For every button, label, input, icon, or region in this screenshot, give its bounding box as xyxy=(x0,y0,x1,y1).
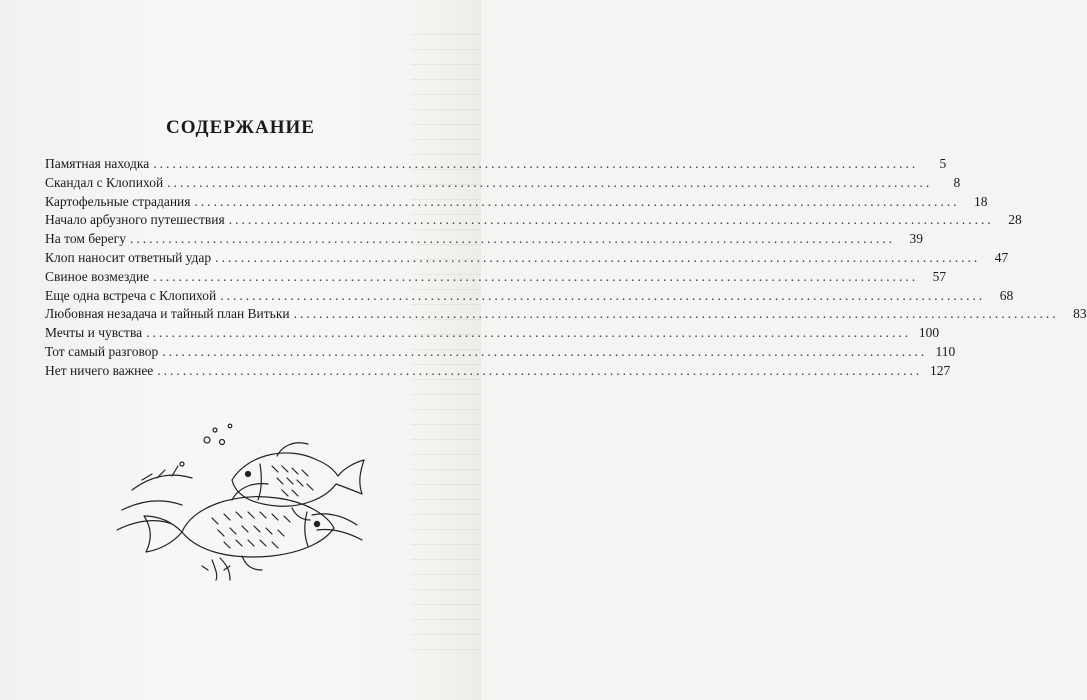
toc-leader-dots: ........................................................................................................................ xyxy=(215,249,981,265)
toc-leader-dots: ........................................................................................................................ xyxy=(153,268,919,284)
toc-leader-dots: ........................................................................................................................ xyxy=(146,325,912,341)
toc-entry-page: 100 xyxy=(918,325,940,341)
toc-entry-title: Тот самый разговор xyxy=(45,343,159,359)
toc-entry-page: 5 xyxy=(939,156,947,171)
toc-entry-title: Еще одна встреча с Клопихой xyxy=(45,287,217,303)
page-title: СОДЕРЖАНИЕ xyxy=(166,117,315,138)
fish-sketch-icon xyxy=(112,420,372,580)
toc-leader-dots: ........................................................................................................................ xyxy=(194,193,960,209)
toc-leader-dots: ........................................................................................................................ xyxy=(157,362,923,378)
toc-entry xyxy=(45,174,961,193)
toc-entry-title: Памятная находка xyxy=(45,156,150,171)
toc-entry-page: 28 xyxy=(1008,212,1022,228)
toc-leader-dots: ........................................................................................................................ xyxy=(167,174,933,190)
toc-entry xyxy=(45,343,956,362)
toc-entry-page: 110 xyxy=(935,343,956,359)
toc-leader-dots: ........................................................................................................................ xyxy=(153,156,919,171)
toc-entry-page: 57 xyxy=(932,268,947,284)
toc-entry-page: 18 xyxy=(973,193,988,209)
toc-entry-title: На том берегу xyxy=(45,231,126,247)
toc-leader-dots: ........................................................................................................................ xyxy=(162,343,928,359)
toc-entry xyxy=(45,268,947,287)
toc-entry xyxy=(45,211,1022,230)
toc-entry-page: 83 xyxy=(1073,306,1087,322)
toc-entry xyxy=(45,362,951,381)
toc-entry-title: Начало арбузного путешествия xyxy=(45,212,225,228)
toc-entry-page: 47 xyxy=(994,249,1009,265)
toc-leader-dots: ........................................................................................................................ xyxy=(293,306,1059,322)
toc-leader-dots: ........................................................................................................................ xyxy=(129,231,895,247)
toc-entry xyxy=(45,305,1087,324)
toc-entry xyxy=(45,287,1014,306)
toc-entry xyxy=(45,193,988,212)
toc-entry xyxy=(45,230,923,249)
toc-entry-title: Картофельные страдания xyxy=(45,193,191,209)
toc-entry-title: Нет ничего важнее xyxy=(45,362,154,378)
toc-entry-title: Клоп наносит ответный удар xyxy=(45,249,212,265)
toc-entry-title: Мечты и чувства xyxy=(45,325,143,341)
toc-entry-page: 127 xyxy=(930,362,951,378)
toc-entry-page: 8 xyxy=(953,174,961,190)
toc-leader-dots: ........................................................................................................................ xyxy=(228,212,994,228)
toc-entry-title: Свиное возмездие xyxy=(45,268,150,284)
table-of-contents xyxy=(45,155,1087,381)
toc-entry-page: 68 xyxy=(999,287,1014,303)
toc-entry xyxy=(45,249,1009,268)
toc-leader-dots: ........................................................................................................................ xyxy=(220,287,986,303)
toc-entry-page: 39 xyxy=(909,231,923,247)
toc-entry xyxy=(45,155,947,174)
toc-entry-title: Скандал с Клопихой xyxy=(45,174,164,190)
toc-entry-title: Любовная незадача и тайный план Витьки xyxy=(45,306,290,322)
toc-entry xyxy=(45,324,940,343)
